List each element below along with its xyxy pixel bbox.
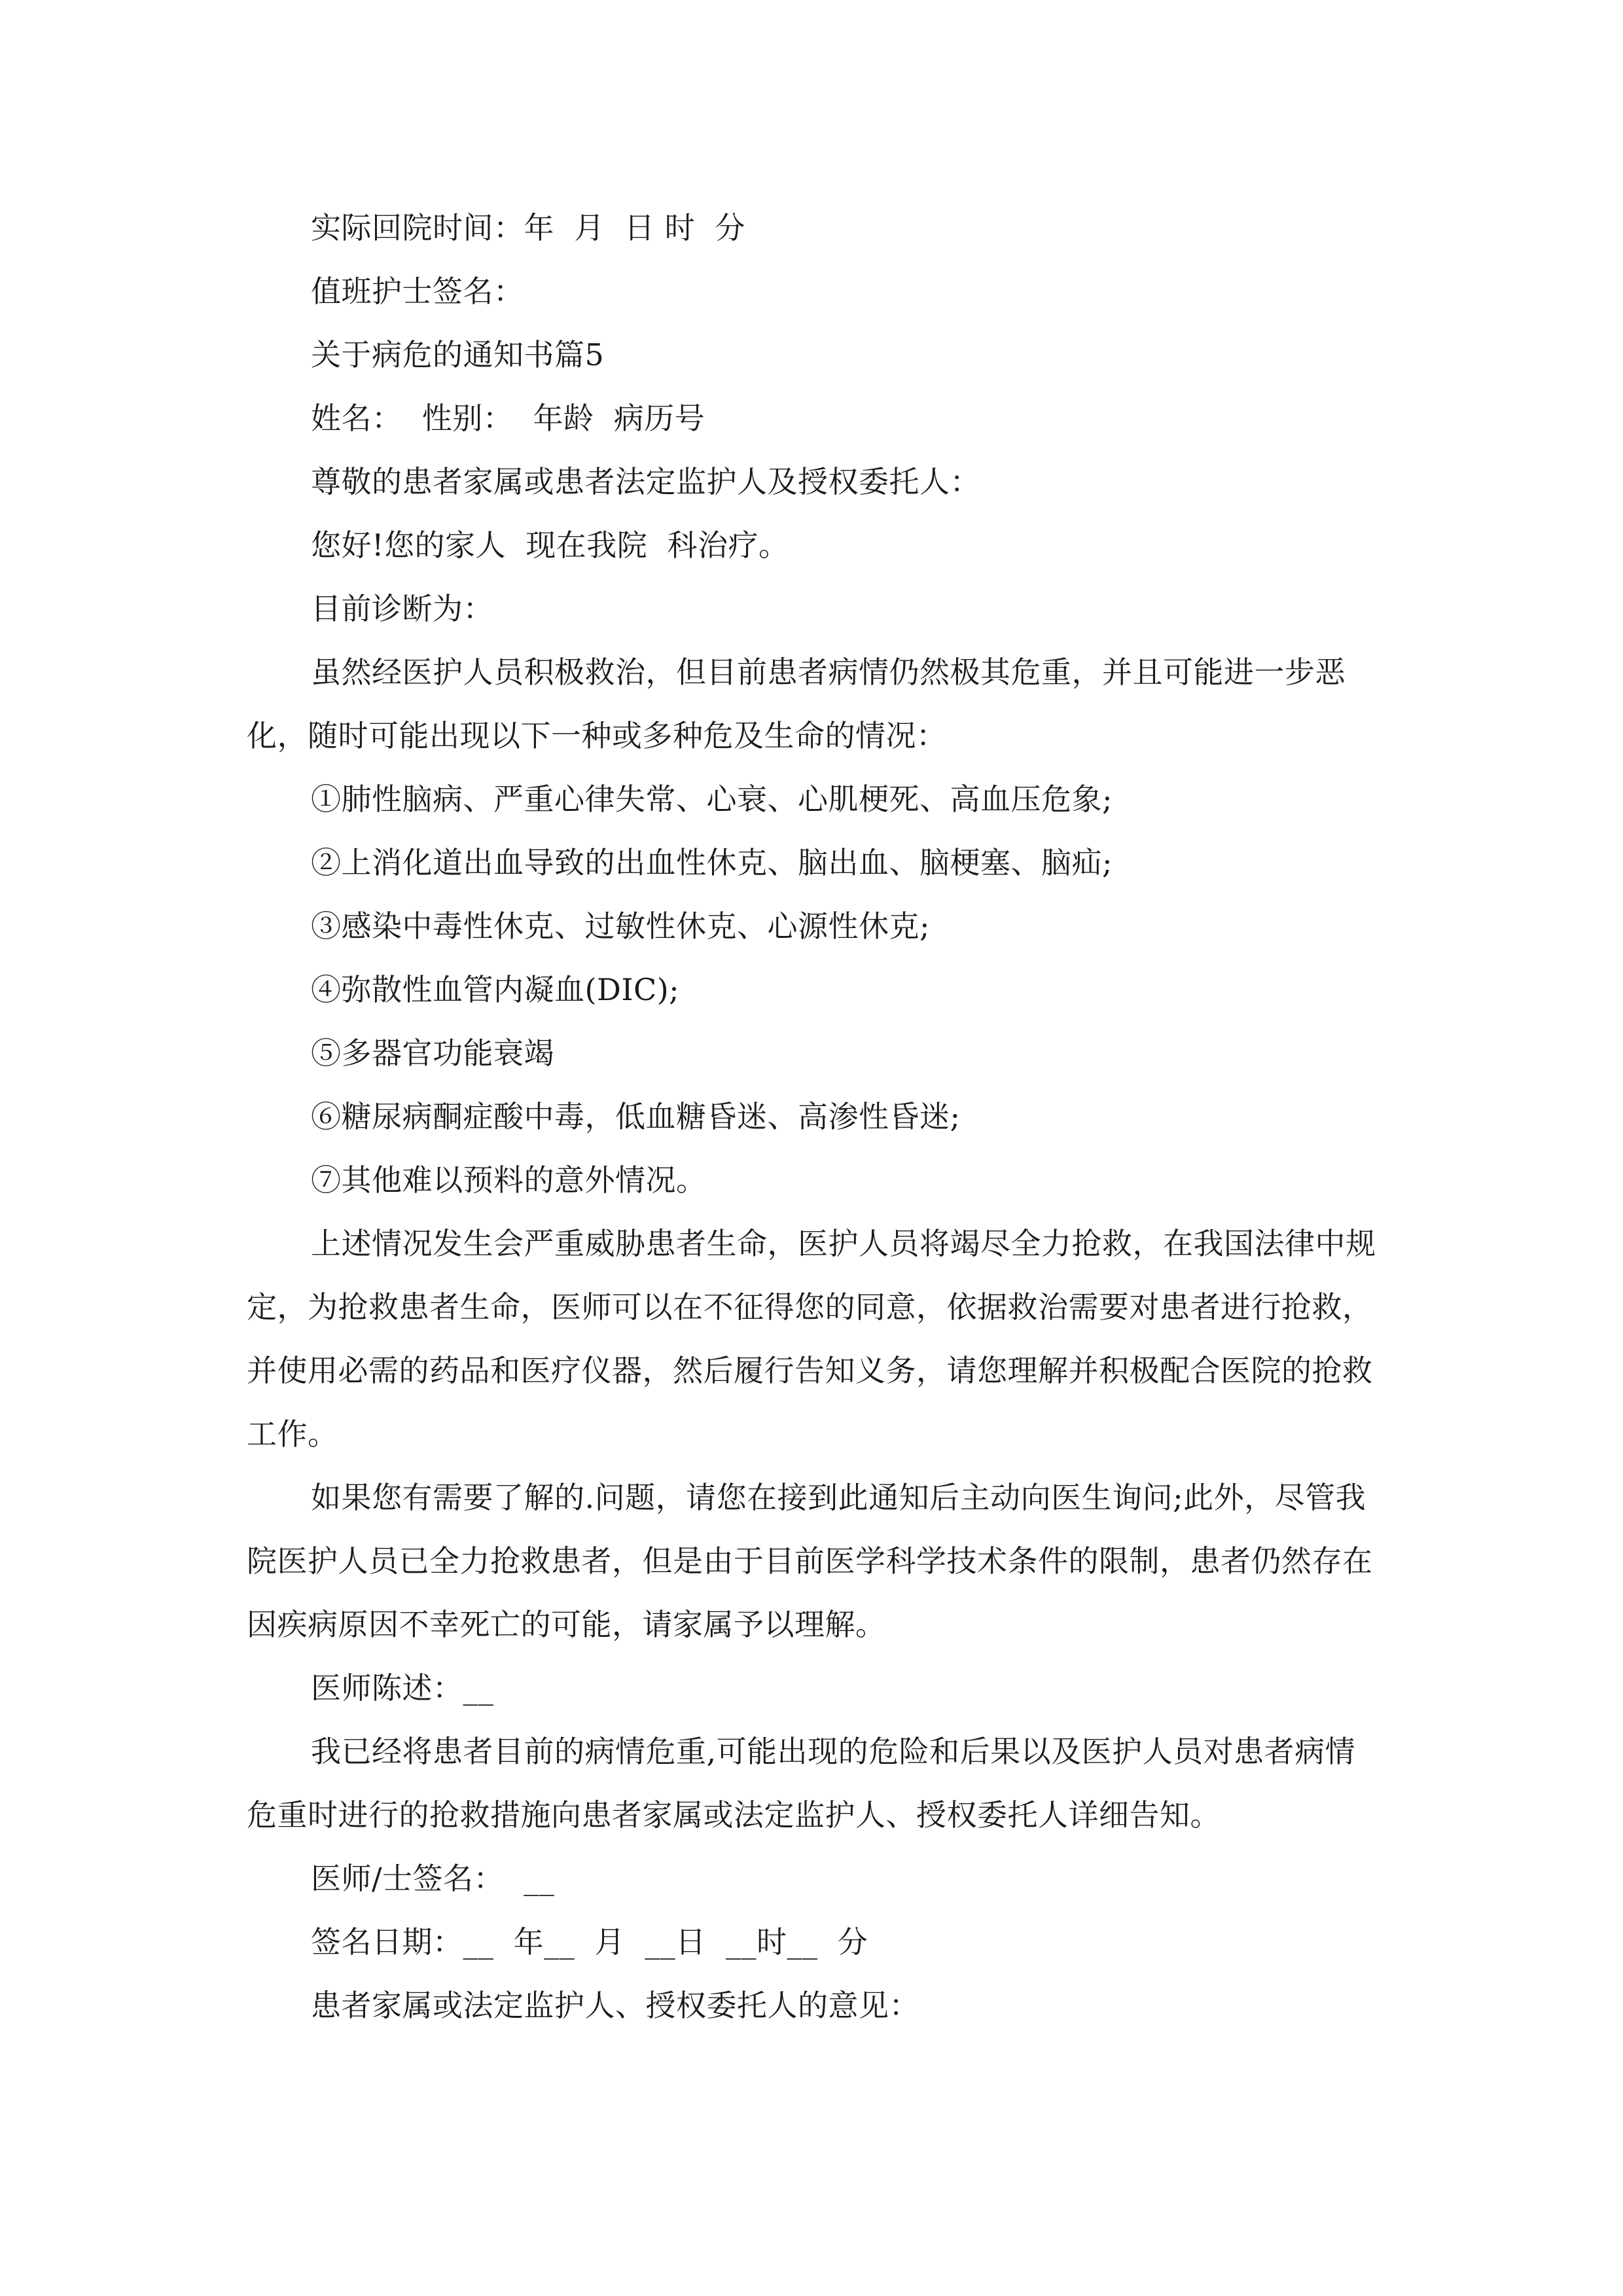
nurse-signature-line: 值班护士签名： [311,274,524,309]
risk-item-2: ②上消化道出血导致的出血性休克、脑出血、脑梗塞、脑疝; [311,845,1113,880]
physician-signature-line: 医师/士签名： __ [311,1861,555,1896]
rescue-paragraph: 上述情况发生会严重威胁患者生命，医护人员将竭尽全力抢救，在我国法律中规定，为抢救患者生命，医师可以在不征得您的同意，依据救治需要对患者进行抢救，并使用必需的药品和医疗仪器，然后履行告知义务，请您理解并积极配合医院的抢救工作。 [247,1226,1376,1452]
physician-statement-line: 医师陈述：__ [311,1670,494,1706]
greeting-line: 您好!您的家人 现在我院 科治疗。 [311,528,789,563]
diagnosis-line: 目前诊断为： [311,591,493,626]
risk-item-4: ④弥散性血管内凝血(DIC); [311,972,680,1007]
salutation: 尊敬的患者家属或患者法定监护人及授权委托人： [311,464,980,499]
condition-paragraph: 虽然经医护人员积极救治，但目前患者病情仍然极其危重，并且可能进一步恶化，随时可能出现以下一种或多种危及生命的情况： [247,655,1346,753]
risk-item-7: ⑦其他难以预料的意外情况。 [311,1162,707,1198]
risk-item-1: ①肺性脑病、严重心律失常、心衰、心肌梗死、高血压危象; [311,781,1113,817]
document-body [247,196,1379,2037]
family-opinion-line: 患者家属或法定监护人、授权委托人的意见： [311,1988,919,2023]
return-time-line: 实际回院时间：年 月 日 时 分 [311,210,745,245]
questions-paragraph: 如果您有需要了解的.问题，请您在接到此通知后主动向医生询问;此外，尽管我院医护人员已全力抢救患者，但是由于目前医学科学技术条件的限制，患者仍然存在因疾病原因不幸死亡的可能，请家属予以理解。 [247,1480,1373,1642]
physician-statement-paragraph: 我已经将患者目前的病情危重,可能出现的危险和后果以及医护人员对患者病情危重时进行的抢救措施向患者家属或法定监护人、授权委托人详细告知。 [247,1734,1356,1833]
signature-date-line: 签名日期：__ 年__ 月 __日 __时__ 分 [311,1924,868,1960]
risk-item-5: ⑤多器官功能衰竭 [311,1035,554,1071]
section-title: 关于病危的通知书篇5 [311,337,605,372]
risk-item-6: ⑥糖尿病酮症酸中毒，低血糖昏迷、高渗性昏迷; [311,1099,961,1134]
patient-info-line: 姓名： 性别： 年龄 病历号 [311,401,705,436]
risk-item-3: ③感染中毒性休克、过敏性休克、心源性休克; [311,908,930,944]
